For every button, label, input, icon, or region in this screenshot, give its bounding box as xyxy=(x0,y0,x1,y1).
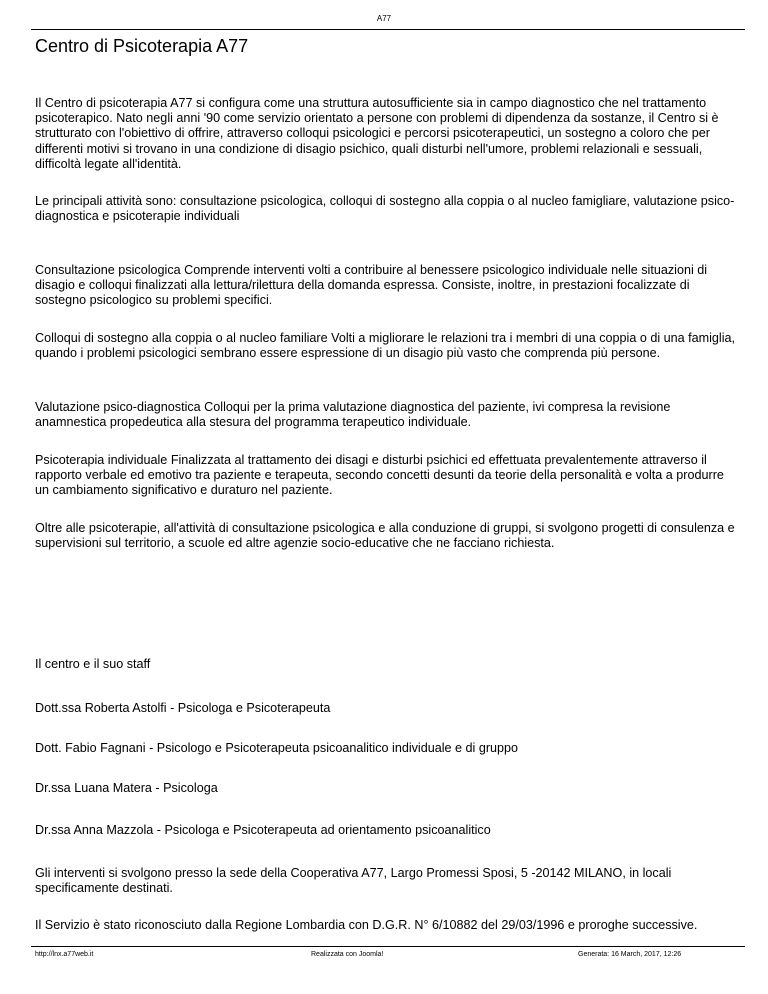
diagnostic-paragraph: Valutazione psico-diagnostica Colloqui per la prima valutazione diagnostica del paziente, ivi compresa la revisione anamnestica propedeutica alla stesura del programma terapeutico individuale. xyxy=(35,400,671,430)
footer-generated-date: Generata: 16 March, 2017, 12:26 xyxy=(578,951,682,958)
header-divider xyxy=(31,29,745,30)
footer-url-link[interactable]: http://lnx.a77web.it xyxy=(35,951,94,958)
page-header-label: A77 xyxy=(376,14,392,23)
consultation-paragraph: Consultazione psicologica Comprende interventi volti a contribuire al benessere psicologico individuale nelle situazioni di disagio e colloqui finalizzati alla lettura/rilettura della domanda espressa. Consiste, inoltre, in prestazioni focalizzate di sostegno psicologico su problemi specifici. xyxy=(35,263,708,308)
consulting-paragraph: Oltre alle psicoterapie, all'attività di consultazione psicologica e alla conduzione di gruppi, si svolgono progetti di consulenza e supervisioni sul territorio, a scuole ed altre agenzie socio-educative che ne facciano richiesta. xyxy=(35,521,735,551)
couple-support-paragraph: Colloqui di sostegno alla coppia o al nucleo familiare Volti a migliorare le relazioni tra i membri di una coppia o di una famiglia, quando i problemi psicologici sembrano essere espressione di un disagio più vasto che comprenda più persone. xyxy=(35,331,736,361)
recognition-paragraph: Il Servizio è stato riconosciuto dalla Regione Lombardia con D.G.R. N° 6/10882 del 29/03/1996 e proroghe successive. xyxy=(35,918,698,932)
staff-member: Dott. Fabio Fagnani - Psicologo e Psicoterapeuta psicoanalitico individuale e di gruppo xyxy=(35,741,519,755)
staff-member: Dr.ssa Luana Matera - Psicologa xyxy=(35,781,218,795)
staff-member: Dr.ssa Anna Mazzola - Psicologa e Psicoterapeuta ad orientamento psicoanalitico xyxy=(35,823,491,837)
intro-paragraph: Il Centro di psicoterapia A77 si configura come una struttura autosufficiente sia in campo diagnostico che nel trattamento psicoterapico. Nato negli anni '90 come servizio orientato a persone con problemi di dipendenza da sostanze, il Centro si è strutturato con l'obiettivo di offrire, attraverso colloqui psicologici e percorsi psicoterapeutici, un sostegno a coloro che per differenti motivi si trovano in una condizione di disagio psichico, quali disturbi nell'umore, problemi relazionali e sessuali, difficoltà legate all'identità. xyxy=(35,96,719,171)
activities-paragraph: Le principali attività sono: consultazione psicologica, colloqui di sostegno alla coppia o al nucleo famigliare, valutazione psico-diagnostica e psicoterapie individuali xyxy=(35,194,735,224)
psychotherapy-paragraph: Psicoterapia individuale Finalizzata al trattamento dei disagi e disturbi psichici ed effettuata prevalentemente attraverso il rapporto verbale ed emotivo tra paziente e terapeuta, secondo concetti desunti da teorie della personalità e volta a produrre un cambiamento significativo e duraturo nel paziente. xyxy=(35,453,724,498)
staff-heading: Il centro e il suo staff xyxy=(35,657,151,671)
footer-divider xyxy=(31,946,745,947)
footer-credit: Realizzata con Joomla! xyxy=(311,951,384,958)
page-title: Centro di Psicoterapia A77 xyxy=(35,36,249,56)
location-paragraph: Gli interventi si svolgono presso la sede della Cooperativa A77, Largo Promessi Sposi, 5 -20142 MILANO, in locali specificamente destinati. xyxy=(35,866,672,896)
staff-member: Dott.ssa Roberta Astolfi - Psicologa e Psicoterapeuta xyxy=(35,701,331,715)
